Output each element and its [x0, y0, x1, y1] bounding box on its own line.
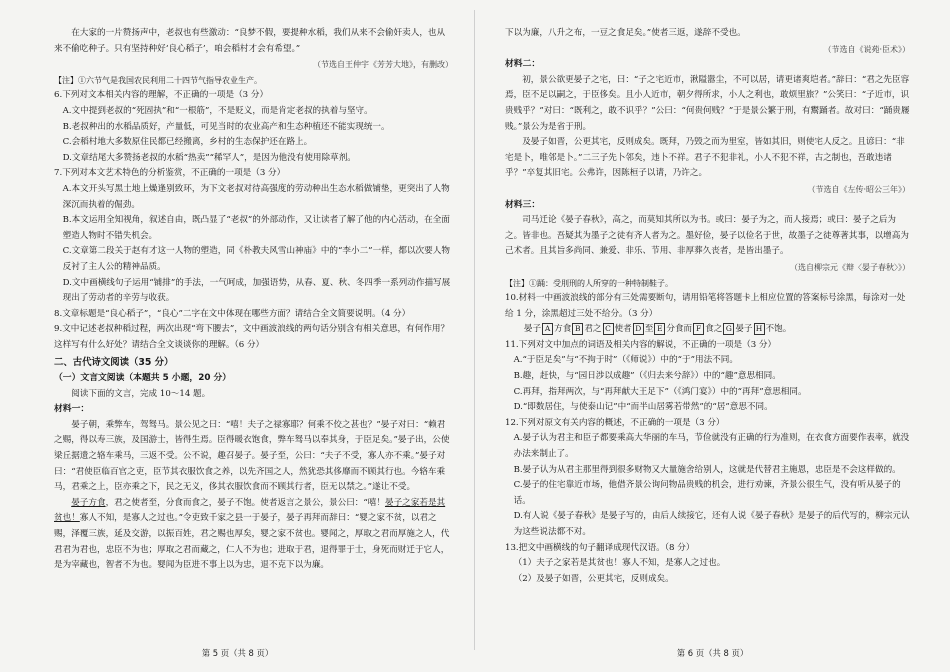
page-6 [475, 0, 950, 672]
material-3-para-1: 司马迁论《晏子春秋》，高之，而莫知其所以为书。或曰：晏子为之，而人接焉；或曰：晏子之后为之。皆非也。吾疑其为墨子之徒有齐人者为之。墨好俭，晏子以俭名于世，故墨子之徒尊著其事，以增高为己术者。且其旨多尚同、兼爱、非乐、节用、非厚葬久丧者，是皆出墨子。 [505, 215, 909, 257]
q12-option-c: C.晏子的住宅靠近市场，他借齐景公询问物品贵贱的机会，进行劝谏，齐景公很生气，没有听从晏子的话。 [513, 480, 901, 506]
subsection-heading: （一）文言文阅读（本题共 5 小题，20 分） [54, 373, 232, 384]
question-13: 13.把文中画横线的句子翻译成现代汉语。（8 分） [505, 542, 695, 553]
q12-option-b: B.晏子认为从君主那里得到很多财物又大量施舍给别人，这就是代替君主施恩，忠臣是不会这样做的。 [513, 464, 901, 475]
q10-text: 君之 [584, 324, 602, 335]
material-1-ending: 下以为廉，八升之布，一豆之食足矣。”使者三返，遂辞不受也。 [505, 28, 746, 38]
question-12: 12.下列对原文有关内容的概述，不正确的一项是（3 分） [505, 417, 725, 428]
q10-sentence-with-boxes [505, 322, 910, 338]
q11-option-d: D.“即数居住，与使泰山记”中“而半山居雾若带然”的“居”意思不同。 [513, 402, 773, 413]
para-text: 寡人不知，是寡人之过也。”令吏致千家之县一于晏子，晏子再拜而辞曰：“婴之家不贫，以君之赐，泽覆三族，延及交游，以振百姓，君之赐也厚矣，婴之家不贫也。婴闻之，厚取之君而厚施之人，代君君为君也，忠臣不为也；厚取之君而藏之，仁人不为也；进取于君，退得罪于士，身死而财迁于它人，是为宰藏也，智者不为也。婴闻为臣进不事上以为忠，退不克下以为廉。 [54, 513, 450, 571]
q6-option-d: D.文章结尾大多赞扬老叔的水稻“热卖”“稀罕人”，是因为他没有使用除草剂。 [62, 152, 356, 163]
q10-text: 分食而 [666, 324, 693, 335]
source-citation: （选自柳宗元《辩〈晏子春秋〉》） [790, 262, 910, 272]
q7-option-c: C.文章第二段关于赵有才这一人物的塑造，同《朴教夫风雪山神庙》中的“李小二”一样，都以次要人物反衬了主人公的精神品质。 [62, 246, 450, 272]
answer-box[interactable]: F [693, 323, 704, 335]
q6-option-b: B.老叔种出的水稻品质好，产量低，可见当时的农业高产和生态种植还不能实现统一。 [62, 121, 390, 132]
answer-box[interactable]: B [572, 323, 583, 335]
section-heading: 二、古代诗文阅读（35 分） [54, 357, 174, 369]
q11-option-c: C.再拜，指拜两次，与“再拜献大王足下”（《鸿门宴》）中的“再拜”意思相同。 [513, 386, 807, 397]
q10-text: 至 [644, 324, 654, 335]
answer-box[interactable]: H [754, 323, 765, 335]
q13-part-2: （2）及晏子如晋，公更其宅，反则成矣。 [513, 573, 674, 584]
answer-box[interactable]: E [654, 323, 665, 335]
q7-option-b: B.本文运用全知视角，叙述自由，既凸显了“老叔”的外部动作，又让读者了解了他的内心活动，在全面塑造人物时不错失机会。 [62, 215, 450, 241]
q7-option-d: D.文中画横线句子运用“铺排”的手法，一气呵成，加强语势，从春、夏、秋、冬四季一系列动作描写展现出了劳动者的辛劳与收获。 [62, 277, 451, 304]
q11-option-a: A.“于臣足矣”与“不拘于时”（《师说》）中的“于”用法不同。 [513, 355, 738, 366]
question-9: 9.文中记述老叔种稻过程，两次出现“弯下腰去”，文中画波浪线的两句话分别含有相关意思，有何作用？这样写有什么好处？请结合全文谈谈你的理解。（6 分） [54, 324, 450, 350]
question-6: 6.下列对文本相关内容的理解，不正确的一项是（3 分） [54, 90, 269, 101]
source-citation: （节选自王仲宇《芳芳大地》，有删改） [313, 60, 453, 70]
answer-box[interactable]: G [723, 323, 734, 335]
q10-text: 晏子 [735, 324, 753, 335]
q11-option-b: B.趣，赶快，与“园日涉以成趣”（《归去来兮辞》）中的“趣”意思相同。 [513, 371, 781, 382]
question-7: 7.下列对本文艺术特色的分析鉴赏，不正确的一项是（3 分） [54, 168, 286, 179]
story-ending: 在大家的一片赞扬声中，老叔也有些激动：“良梦不假，要提种水稻，我们从来不会偷奸卖人，也从来不偷吃种子。只有坚持种好‘良心稻子’，咱会稻村才会有希望。” [54, 28, 446, 54]
answer-box[interactable]: D [633, 323, 644, 335]
q6-option-a: A.文中提到老叔的“死固执”和“一根筋”，不是贬义，而是肯定老叔的执着与坚守。 [62, 105, 373, 116]
wavy-underline-text: 晏子方食 [71, 497, 106, 508]
question-10: 10.材料一中画波浪线的部分有三处需要断句，请用铅笔将答题卡上相应位置的答案标号涂黑，每涂对一处给 1 分，涂黑超过三处不给分。（3 分） [505, 293, 906, 319]
q10-text: 使者 [614, 324, 632, 335]
answer-box[interactable]: C [603, 323, 614, 335]
page-footer: 第 6 页（共 8 页） [676, 648, 749, 659]
answer-box[interactable]: A [542, 323, 553, 335]
material-1-para-1: 晏子朝，乘弊车，驾驽马。景公见之曰：“嘻！夫子之禄寡耶？何乘不佼之甚也？”晏子对曰：“赖君之赐，得以寿三族，及国游士，皆得生焉。臣得暖衣饱食，弊车驽马以奉其身，于臣足矣。”晏子出，公使梁丘据遗之辂车乘马，三返不受。公不说，趣召晏子。晏子至，公曰：“夫子不受，寡人亦不乘。”晏子对曰：“君使臣临百官之吏，臣节其衣服饮食之养，以先齐国之人，然犹恐其侈靡而不顾其行也。今辂车乘马，君乘之上，臣亦乘之下，民之无义，侈其衣服饮食而不顾其行者，臣无以禁之。”遂让不受。 [54, 419, 450, 493]
q10-text: 不饱。 [765, 324, 792, 335]
annotation-note: 【注】①六节气是我国农民利用二十四节气指导农业生产。 [54, 75, 262, 85]
source-citation: （节选自《左传·昭公三年》） [807, 184, 910, 194]
q7-option-a: A.本文开头写黑土地上燥逢别致环，为下文老叔对待高强度的劳动种出生态水稻做铺垫，更突出了人物深沉而执着的倔劲。 [62, 183, 450, 210]
q12-option-a: A.晏子认为君主和臣子都要乘高大华丽的车马，节俭就没有正确的行为准则，在衣食方面要作表率，就没办法来制止了。 [513, 433, 910, 460]
annotation-note: 【注】①踊：受刖刑的人所穿的一种特制鞋子。 [505, 278, 673, 288]
para-text: ，君之使者至，分食而食之，晏子不饱。使者返言之景公，景公曰：“嘻！ [105, 497, 385, 508]
question-8: 8.文章标题是“良心稻子”，“良心”二字在文中体现在哪些方面？请结合全文简要说明。（4 分） [54, 308, 411, 319]
question-11: 11.下列对文中加点的词语及相关内容的解说，不正确的一项是（3 分） [505, 339, 777, 350]
material-1-para-2 [54, 496, 453, 574]
q12-option-d: D.有人说《晏子春秋》是晏子写的，由后人续接它，还有人说《晏子春秋》是晏子的后代写的，柳宗元认为这些说法都不对。 [513, 511, 910, 537]
reading-instruction: 阅读下面的文言，完成 10～14 题。 [71, 388, 211, 399]
material-3-label: 材料三： [505, 199, 541, 210]
material-2-label: 材料二： [505, 59, 541, 70]
material-2-para-1: 初，景公欲更晏子之宅，曰：“子之宅近市，湫隘嚣尘，不可以居，请更诸爽垲者。”辞曰：“君之先臣容焉，臣不足以嗣之，于臣侈矣。且小人近市，朝夕得所求，小人之利也，敢烦里旅？”公笑曰：“子近市，识贵贱乎？”对曰：“既利之，敢不识乎？”公曰：“何贵何贱？”于是景公繁于刑，有鬻踊者。故对曰：“踊贵屦贱。”景公为是省于刑。 [505, 74, 910, 132]
source-citation: （节选自《说苑·臣术》） [823, 44, 910, 54]
material-1-label: 材料一： [54, 404, 90, 415]
q10-text: 晏子 [523, 324, 542, 335]
page-footer: 第 5 页（共 8 页） [201, 648, 274, 659]
q6-option-c: C.会稻村地大多数原住民都已经搬离，乡村的生态保护还在路上。 [62, 137, 313, 148]
q13-part-1: （1）夫子之家若是其贫也！寡人不知，是寡人之过也。 [513, 558, 726, 569]
q10-text: 方食 [554, 324, 572, 335]
q10-text: 食之 [705, 324, 723, 335]
material-2-para-2: 及晏子如晋，公更其宅，反则成矣。既拜，乃毁之而为里室，皆如其旧，则使宅人反之。且谚曰：“非宅是卜，唯邻是卜。”二三子先卜邻矣，违卜不祥。君子不犯非礼，小人不犯不祥，古之制也，吾敢违诸乎？”卒复其旧宅。公弗许，因陈桓子以请，乃许之。 [505, 137, 905, 179]
underlined-sentence: 晏子之家若是其贫也！ [54, 497, 446, 524]
